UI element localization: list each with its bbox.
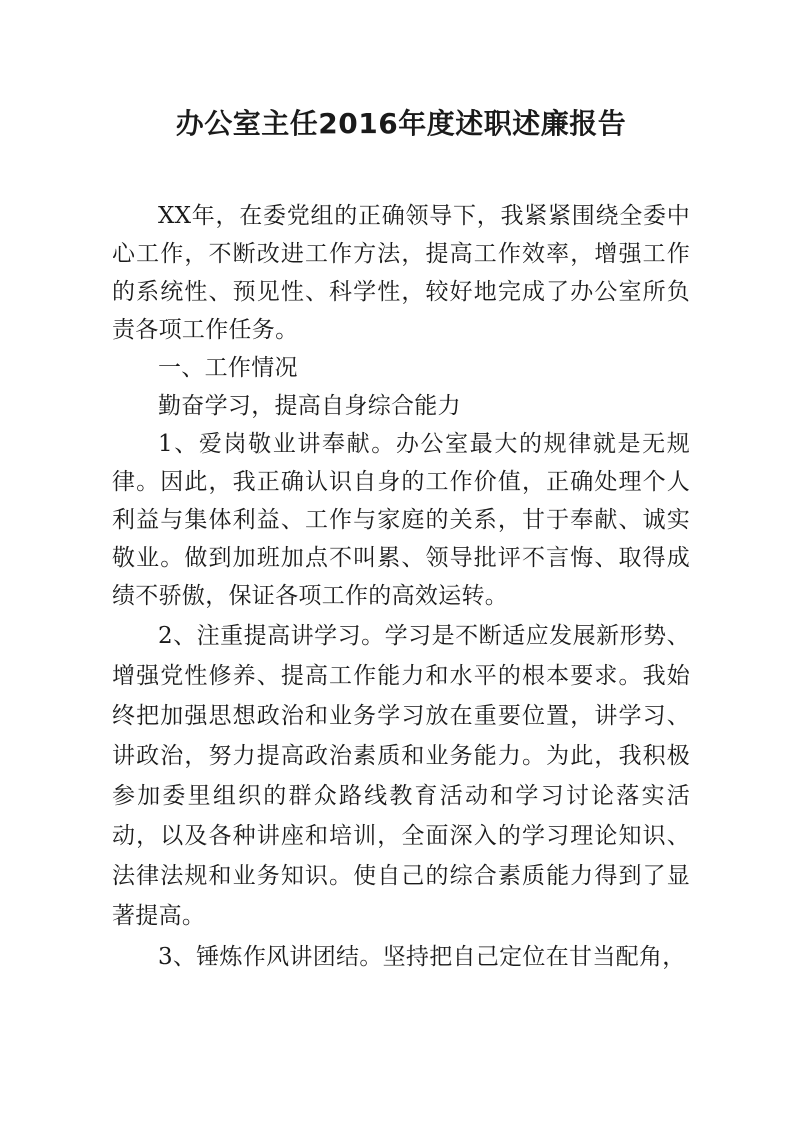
document-title: 办公室主任2016年度述职述廉报告 xyxy=(175,107,627,140)
paragraph-intro: XX年，在委党组的正确领导下，我紧紧围绕全委中心工作，不断改进工作方法，提高工作效率，增强工作的系统性、预见性、科学性，较好地完成了办公室所负责各项工作任务。 xyxy=(112,203,690,343)
subheading-study: 勤奋学习，提高自身综合能力 xyxy=(158,393,461,419)
paragraph-item-3: 3、锤炼作风讲团结。坚持把自己定位在甘当配角， xyxy=(158,944,686,970)
document-body xyxy=(112,197,690,977)
paragraph-item-2: 2、注重提高讲学习。学习是不断适应发展新形势、增强党性修养、提高工作能力和水平的根本要求。我始终把加强思想政治和业务学习放在重要位置，讲学习、讲政治，努力提高政治素质和业务能力。为此，我积极参加委里组织的群众路线教育活动和学习讨论落实活动，以及各种讲座和培训，全面深入的学习理论知识、法律法规和业务知识。使自己的综合素质能力得到了显著提高。 xyxy=(112,623,690,929)
section-heading-work-status: 一、工作情况 xyxy=(158,355,298,381)
paragraph-item-1: 1、爱岗敬业讲奉献。办公室最大的规律就是无规律。因此，我正确认识自身的工作价值，正确处理个人利益与集体利益、工作与家庭的关系，甘于奉献、诚实敬业。做到加班加点不叫累、领导批评不言悔、取得成绩不骄傲，保证各项工作的高效运转。 xyxy=(112,431,690,609)
